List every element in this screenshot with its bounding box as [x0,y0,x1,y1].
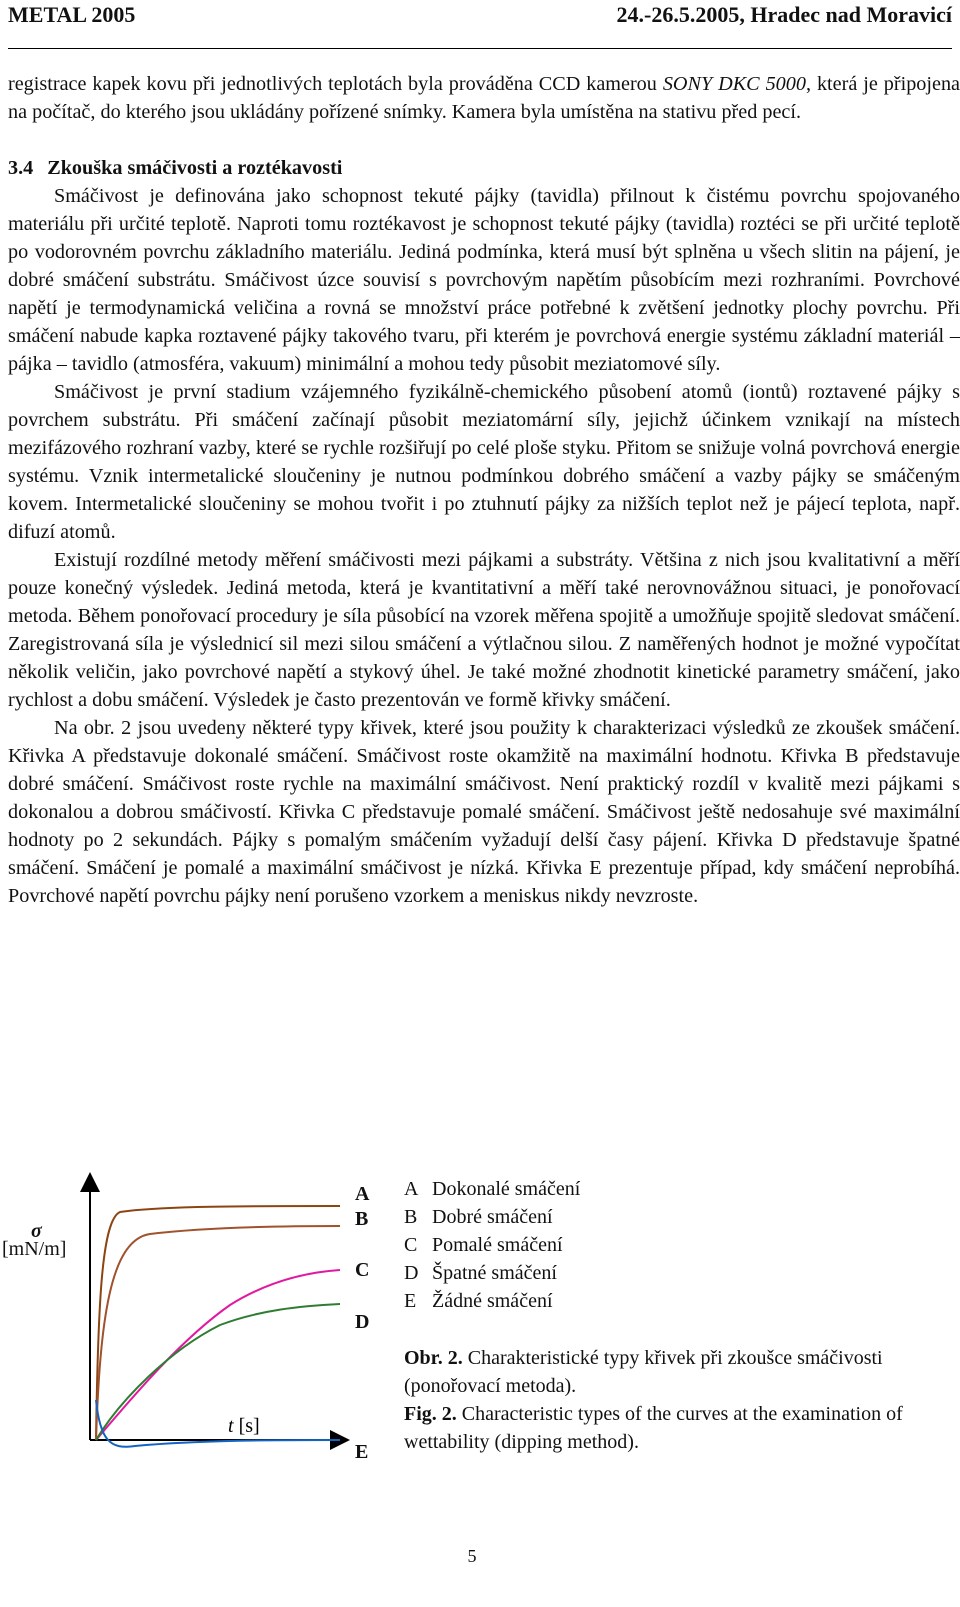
curve-c [96,1270,340,1440]
caption-english-label: Fig. 2. [404,1403,457,1425]
section-heading [8,154,960,182]
figure-legend [404,1175,580,1315]
legend-item [404,1203,580,1231]
legend-text: Dobré smáčení [432,1206,553,1228]
figure-caption [404,1344,924,1456]
curve-label-e: E [355,1441,369,1463]
legend-letter: A [404,1178,419,1200]
legend-letter: B [404,1206,418,1228]
curve-a [96,1206,340,1440]
paragraph-1: Smáčivost je definována jako schopnost tekuté pájky (tavidla) přilnout k čistému povrchu spojovaného materiálu při určité teplotě. Naproti tomu roztékavost je schopnost tekuté pájky (tavidla) roztéci se při určité teplotě po vodorovném povrchu základního materiálu. Jediná podmínka, která musí být splněna u všech slitin na pájení, je dobré smáčení substrátu. Smáčivost úzce souvisí s povrchovým napětím působícím mezi rozhraními. Povrchové napětí je termodynamická veličina a rovná se množství práce potřebné k zvětšení jednotky plochy povrchu. Při smáčení nabude kapka roztavené pájky takového tvaru, při kterém je povrchová energie systému základní materiál – pájka – tavidlo (atmosféra, vakuum) minimální a mohou tedy působit meziatomové síly. [8,185,960,375]
caption-english-text: Characteristic types of the curves at the examination of wettability (dipping method). [404,1403,903,1453]
curve-d [96,1304,340,1440]
curve-label-b: B [355,1208,369,1230]
header-date-location: 24.-26.5.2005, Hradec nad Moravicí [616,2,952,27]
curve-label-a: A [355,1183,370,1205]
caption-czech-text: Charakteristické typy křivek při zkoušce smáčivosti (ponořovací metoda). [404,1347,883,1397]
caption-czech-label: Obr. 2. [404,1347,463,1369]
y-axis-symbol: σ [31,1220,42,1242]
curve-label-c: C [355,1259,370,1281]
legend-text: Pomalé smáčení [432,1234,563,1256]
camera-model: SONY DKC 5000 [662,73,806,95]
legend-item [404,1259,580,1287]
header-conference: METAL 2005 [8,2,136,27]
legend-item [404,1175,580,1203]
intro-paragraph [8,70,960,126]
legend-letter: D [404,1262,419,1284]
page-number: 5 [467,1546,477,1566]
page-header [8,0,952,40]
paragraph-4: Na obr. 2 jsou uvedeny některé typy křivek, které jsou použity k charakterizaci výsledků ze zkoušek smáčení. Křivka A představuje dokonalé smáčení. Smáčivost roste okamžitě na maximální hodnotu. Křivka B představuje dobré smáčení. Smáčivost roste rychle na maximální smáčivost. Není praktický rozdíl v kvalitě mezi pájkami s dokonalou a dobrou smáčivostí. Křivka C představuje pomalé smáčení. Smáčivost ještě nedosahuje své maximální hodnoty po 2 sekundách. Pájky s pomalým smáčením vyžadují delší časy pájení. Křivka D představuje špatné smáčení. Smáčení je pomalé a maximální smáčivost je nízká. Křivka E prezentuje případ, kdy smáčení neprobíhá. Povrchové napětí povrchu pájky není porušeno vzorkem a meniskus nikdy nevzroste. [8,717,960,907]
paragraph-2: Smáčivost je první stadium vzájemného fyzikálně-chemického působení atomů (iontů) roztavené pájky s povrchem substrátu. Při smáčení začínají působit meziatomární síly, jejichž účinkem vznikají na místech mezifázového rozhraní vazby, které se rychle rozšiřují po celé ploše styku. Přitom se snižuje volná povrchová energie systému. Vznik intermetalické sloučeniny je nutnou podmínkou dobrého smáčení a vazby pájky se smáčeným kovem. Intermetalické sloučeniny se mohou tvořit i po ztuhnutí pájky za nižších teplot než je pájecí teplota, např. difuzí atomů. [8,381,960,543]
caption-english [404,1400,924,1456]
curve-label-d: D [355,1311,370,1333]
legend-item [404,1231,580,1259]
legend-letter: C [404,1234,418,1256]
legend-text: Špatné smáčení [432,1262,557,1284]
caption-czech [404,1344,924,1400]
body-text [8,70,960,910]
intro-before: registrace kapek kovu při jednotlivých teplotách byla prováděna CCD kamerou [8,73,663,95]
curve-b [96,1226,340,1440]
y-axis-unit: [mN/m] [2,1238,67,1260]
paragraph-3: Existují rozdílné metody měření smáčivosti mezi pájkami a substráty. Většina z nich jsou kvalitativní a měří pouze konečný výsledek. Jediná metoda, která je kvantitativní a měří také nerovnovážnou situaci, je ponořovací metoda. Během ponořovací procedury je síla působící na vzorek měřena spojitě a umožňuje spojitě sledovat smáčení. Zaregistrovaná síla je výslednicí sil mezi silou smáčení a výtlačnou silou. Z naměřených hodnot je možné vypočítat několik veličin, jako povrchové napětí a stykový úhel. Je také možné zhodnotit kinetické parametry smáčení, jako rychlost a dobu smáčení. Výsledek je často prezentován ve formě křivky smáčení. [8,549,960,711]
intro-after: , která je připojena na počítač, do kterého jsou ukládány pořízené snímky. Kamera byla umístěna na stativu před pecí. [8,73,960,123]
legend-letter: E [404,1290,417,1312]
section-number: 3.4 [8,157,34,179]
legend-item [404,1287,580,1315]
header-rule [8,48,952,49]
legend-text: Žádné smáčení [432,1290,553,1312]
section-title: Zkouška smáčivosti a roztékavosti [47,157,343,179]
x-axis-label: t [s] [228,1415,260,1437]
legend-text: Dokonalé smáčení [432,1178,581,1200]
